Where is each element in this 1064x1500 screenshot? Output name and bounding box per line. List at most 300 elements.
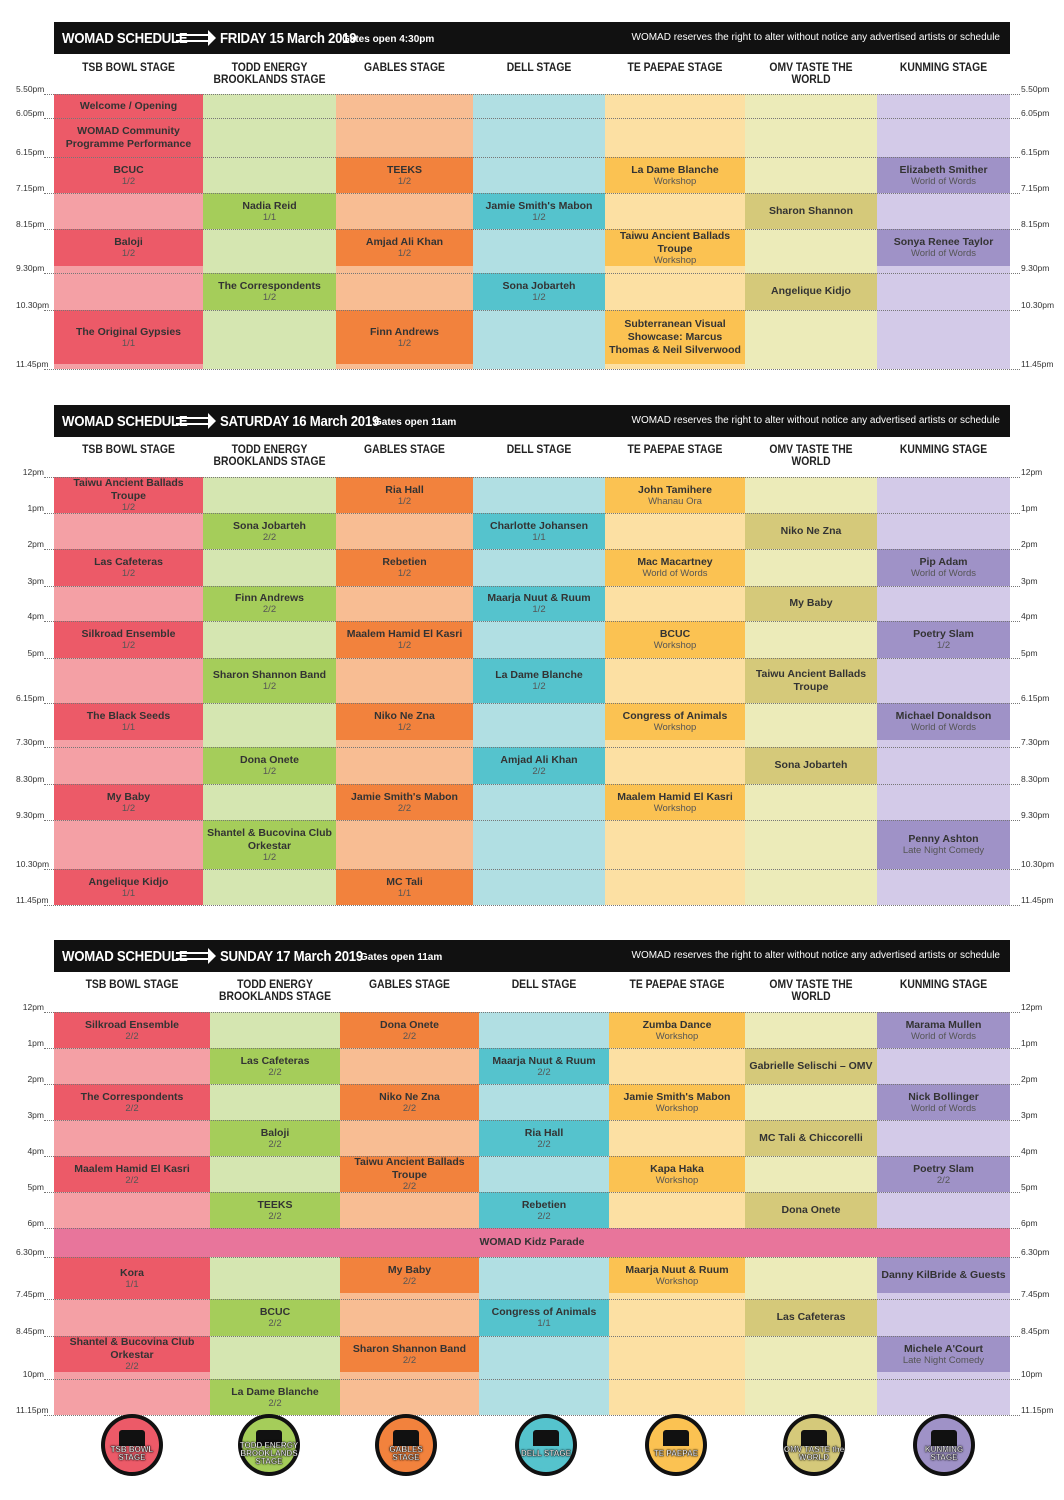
time-grid-line <box>44 621 1020 622</box>
time-label-right: 10.30pm <box>1021 300 1055 310</box>
event-detail: 1/1 <box>532 531 546 543</box>
event-block <box>605 310 745 364</box>
event-name: Maarja Nuut & Ruum <box>625 1263 729 1276</box>
time-label-left: 6.15pm <box>16 147 45 157</box>
event-block <box>473 658 605 703</box>
event-detail: 1/2 <box>121 502 136 513</box>
event-name: Sonya Renee Taylor <box>893 236 994 248</box>
event-name: Nadia Reid <box>242 199 297 212</box>
event-detail: 1/2 <box>397 640 412 651</box>
event-name: Rebetien <box>521 1198 567 1211</box>
stage-column-background <box>473 94 605 369</box>
time-grid-line <box>44 658 1020 659</box>
schedule-header-bar <box>54 405 1010 437</box>
event-name: BCUC <box>113 163 144 176</box>
event-detail: 2/2 <box>402 1102 417 1114</box>
kidz-parade-banner <box>54 1228 1010 1257</box>
event-name: BCUC <box>659 628 691 640</box>
time-grid-line <box>44 1379 1020 1380</box>
event-detail: 2/2 <box>537 1210 551 1222</box>
event-block <box>340 1012 479 1048</box>
stage-silhouette-icon <box>533 1430 559 1446</box>
schedule-day-title: SATURDAY 16 March 2019 <box>220 413 380 430</box>
event-block <box>54 94 203 118</box>
arrow-icon <box>176 952 208 960</box>
time-grid-line <box>44 1156 1020 1157</box>
omv-taste-the-world-logo-icon <box>783 1414 845 1476</box>
time-label-right: 11.45pm <box>1021 359 1054 369</box>
event-block <box>605 621 745 658</box>
event-name: Sona Jobarteh <box>233 519 306 532</box>
event-name: Taiwu Ancient Ballads Troupe <box>755 667 867 693</box>
event-detail: 1/2 <box>936 640 951 651</box>
event-block <box>336 229 473 266</box>
stage-header: KUNMING STAGE <box>899 444 988 456</box>
event-detail: World of Words <box>642 568 708 579</box>
event-name: Taiwu Ancient Ballads Troupe <box>619 229 731 255</box>
event-name: Dona Onete <box>781 1203 841 1216</box>
event-block <box>745 1192 877 1228</box>
event-name: MC Tali & Chiccorelli <box>759 1131 863 1144</box>
event-block <box>336 549 473 586</box>
event-detail: 2/2 <box>537 1138 551 1150</box>
stage-header: DELL STAGE <box>506 62 572 74</box>
event-detail: World of Words <box>910 1102 977 1114</box>
event-name: MC Tali <box>386 875 423 888</box>
event-block <box>745 1048 877 1084</box>
stage-silhouette-icon <box>801 1430 827 1446</box>
event-block <box>605 784 745 820</box>
event-detail: 1/2 <box>532 211 546 223</box>
event-name: Taiwu Ancient Ballads Troupe <box>73 477 184 502</box>
stage-header: KUNMING STAGE <box>899 979 988 991</box>
event-block <box>473 193 605 229</box>
event-name: Niko Ne Zna <box>374 710 435 722</box>
stage-header: OMV TASTE THE WORLD <box>769 444 853 468</box>
schedule-brand-title: WOMAD SCHEDULE <box>62 413 188 430</box>
event-block <box>745 513 877 549</box>
event-block <box>877 549 1010 586</box>
time-grid-line <box>44 820 1020 821</box>
time-label-left: 1pm <box>27 1038 44 1048</box>
event-block <box>54 1257 210 1299</box>
time-label-right: 8.15pm <box>1021 219 1050 229</box>
event-block <box>877 820 1010 869</box>
logo-label: TSB BOWL STAGE <box>110 1445 154 1462</box>
event-block <box>203 193 336 229</box>
event-block <box>54 621 203 658</box>
stage-silhouette-icon <box>393 1430 419 1446</box>
time-label-right: 2pm <box>1021 539 1038 549</box>
time-grid-line <box>44 747 1020 748</box>
time-grid-line <box>44 586 1020 587</box>
time-grid-line <box>44 273 1020 274</box>
event-detail: Workshop <box>653 640 697 651</box>
event-name: John Tamihere <box>638 483 712 496</box>
event-block <box>605 703 745 740</box>
event-block <box>745 1299 877 1336</box>
event-detail: Workshop <box>655 1102 699 1114</box>
event-name: Jamie Smith's Mabon <box>351 790 458 803</box>
event-block <box>336 621 473 658</box>
event-block <box>479 1048 609 1084</box>
event-block <box>203 586 336 621</box>
event-name: Zumba Dance <box>642 1018 712 1031</box>
time-label-left: 6.05pm <box>16 108 45 118</box>
event-name: Nick Bollinger <box>908 1090 979 1103</box>
stage-header: TODD ENERGY BROOKLANDS STAGE <box>213 444 326 468</box>
event-block <box>877 157 1010 193</box>
time-label-right: 6pm <box>1021 1218 1038 1228</box>
event-name: Congress of Animals <box>491 1306 597 1318</box>
time-label-right: 7.30pm <box>1021 737 1050 747</box>
event-block <box>340 1336 479 1372</box>
event-name: Kora <box>120 1266 144 1279</box>
event-detail: 1/2 <box>532 681 546 692</box>
event-name: Baloji <box>114 236 143 248</box>
stage-column-background <box>745 94 877 369</box>
time-label-left: 5pm <box>27 1182 44 1192</box>
schedule-day-title: SUNDAY 17 March 2019 <box>220 948 363 965</box>
time-grid-line <box>44 1336 1020 1337</box>
time-label-left: 7.30pm <box>16 737 45 747</box>
time-label-left: 6.15pm <box>16 693 45 703</box>
time-grid-line <box>44 1415 1020 1416</box>
event-detail: 2/2 <box>402 1354 417 1366</box>
event-name: Sharon Shannon Band <box>212 669 327 681</box>
event-name: The Correspondents <box>80 1090 184 1103</box>
event-block <box>210 1379 340 1415</box>
time-label-left: 4pm <box>27 611 44 621</box>
event-name: Subterranean Visual Showcase: Marcus Thomas & Neil Silverwood <box>609 317 741 356</box>
event-name: Amjad Ali Khan <box>365 236 444 248</box>
schedule-disclaimer: WOMAD reserves the right to alter without notice any advertised artists or schedule <box>631 415 1000 426</box>
event-name: Rebetien <box>382 556 427 568</box>
time-label-right: 5pm <box>1021 1182 1038 1192</box>
time-grid-line <box>44 1228 1020 1229</box>
time-label-right: 10pm <box>1021 1369 1043 1379</box>
event-block <box>745 747 877 784</box>
schedule-disclaimer: WOMAD reserves the right to alter without notice any advertised artists or schedule <box>631 950 1000 961</box>
event-name: Jamie Smith's Mabon <box>485 199 593 212</box>
time-label-left: 2pm <box>27 1074 44 1084</box>
time-grid-line <box>44 905 1020 906</box>
event-detail: 1/2 <box>121 248 136 259</box>
event-detail: 1/1 <box>125 1278 139 1290</box>
event-name: The Black Seeds <box>86 710 171 722</box>
time-label-right: 12pm <box>1021 1002 1043 1012</box>
event-block <box>877 229 1010 266</box>
event-block <box>54 310 203 364</box>
event-name: Sona Jobarteh <box>774 759 848 771</box>
event-name: Ria Hall <box>524 1126 564 1139</box>
event-detail: 1/2 <box>397 248 412 259</box>
time-grid-line <box>44 1299 1020 1300</box>
event-detail: 2/2 <box>268 1210 282 1222</box>
event-block <box>203 747 336 784</box>
event-name: My Baby <box>387 1263 432 1276</box>
event-block <box>336 784 473 820</box>
time-label-right: 10.30pm <box>1021 859 1055 869</box>
event-name: My Baby <box>789 597 833 609</box>
stage-header: GABLES STAGE <box>364 62 445 74</box>
event-block <box>203 273 336 310</box>
time-label-right: 4pm <box>1021 611 1038 621</box>
time-grid-line <box>44 1012 1020 1013</box>
event-detail: 1/2 <box>121 802 136 814</box>
brooklands-stage-logo-icon <box>238 1414 300 1476</box>
event-detail: 2/2 <box>268 1138 282 1150</box>
event-block <box>605 477 745 513</box>
event-block <box>609 1156 745 1192</box>
event-detail: 2/2 <box>268 1318 282 1329</box>
event-block <box>54 703 203 740</box>
schedule-brand-title: WOMAD SCHEDULE <box>62 30 188 47</box>
time-label-left: 9.30pm <box>16 810 45 820</box>
event-detail: 1/2 <box>262 766 277 777</box>
time-label-left: 5pm <box>27 648 44 658</box>
time-grid-line <box>44 1192 1020 1193</box>
event-name: Angelique Kidjo <box>88 875 169 888</box>
event-block <box>210 1299 340 1336</box>
event-detail: 1/2 <box>397 337 412 349</box>
time-label-right: 6.30pm <box>1021 1247 1050 1257</box>
schedule-brand-title: WOMAD SCHEDULE <box>62 948 188 965</box>
time-label-right: 6.15pm <box>1021 693 1050 703</box>
event-name: Poetry Slam <box>913 1162 974 1175</box>
event-block <box>54 1156 210 1192</box>
event-block <box>54 477 203 513</box>
time-label-left: 10.30pm <box>16 300 50 310</box>
time-grid-line <box>44 1084 1020 1085</box>
event-detail: Workshop <box>653 175 697 187</box>
time-grid-line <box>44 94 1020 95</box>
event-block <box>605 229 745 266</box>
event-detail: World of Words <box>910 722 977 733</box>
event-detail: Workshop <box>653 722 697 733</box>
time-label-right: 6.05pm <box>1021 108 1050 118</box>
event-name: Gabrielle Selischi – OMV <box>749 1059 873 1072</box>
time-grid-line <box>44 1120 1020 1121</box>
event-name: Las Cafeteras <box>240 1054 310 1067</box>
time-label-right: 7.15pm <box>1021 183 1050 193</box>
stage-column-background <box>54 477 203 905</box>
event-name: My Baby <box>106 790 151 803</box>
event-detail: Whanau Ora <box>648 495 702 507</box>
event-name: Niko Ne Zna <box>780 524 842 537</box>
event-block <box>745 193 877 229</box>
event-name: Maalem Hamid El Kasri <box>74 1162 190 1175</box>
time-label-right: 6.15pm <box>1021 147 1050 157</box>
stage-header: GABLES STAGE <box>364 444 445 456</box>
schedule-day-title: FRIDAY 15 March 2019 <box>220 30 357 47</box>
event-name: Dona Onete <box>240 754 299 766</box>
event-name: TEEKS <box>257 1198 293 1211</box>
event-name: Marama Mullen <box>905 1018 982 1031</box>
event-block <box>54 1336 210 1372</box>
stage-header: TODD ENERGY BROOKLANDS STAGE <box>213 62 326 86</box>
stage-header: DELL STAGE <box>511 979 577 991</box>
event-detail: 1/2 <box>397 175 412 187</box>
event-block <box>473 747 605 784</box>
event-detail: 2/2 <box>262 531 277 543</box>
time-label-right: 11.15pm <box>1021 1405 1054 1415</box>
event-block <box>210 1048 340 1084</box>
stage-header: TSB BOWL STAGE <box>82 62 175 74</box>
time-grid-line <box>44 477 1020 478</box>
stage-header: OMV TASTE THE WORLD <box>769 62 853 86</box>
time-label-left: 4pm <box>27 1146 44 1156</box>
logo-label: GABLES STAGE <box>389 1445 423 1462</box>
event-block <box>203 513 336 549</box>
stage-header: TSB BOWL STAGE <box>82 444 175 456</box>
time-grid-line <box>44 549 1020 550</box>
event-detail: 1/1 <box>121 337 136 349</box>
schedule-header-bar <box>54 22 1010 54</box>
event-name: BCUC <box>259 1306 291 1318</box>
time-grid-line <box>44 193 1020 194</box>
event-block <box>210 1192 340 1228</box>
stage-header: TODD ENERGY BROOKLANDS STAGE <box>219 979 331 1003</box>
event-detail: 2/2 <box>532 766 546 777</box>
time-label-right: 1pm <box>1021 1038 1038 1048</box>
event-name: Penny Ashton <box>908 833 979 845</box>
event-detail: Late Night Comedy <box>902 845 985 856</box>
time-label-left: 10.30pm <box>16 859 50 869</box>
time-label-right: 7.45pm <box>1021 1289 1050 1299</box>
event-detail: 1/2 <box>121 175 136 187</box>
event-name: Shantel & Bucovina Club Orkestar <box>207 826 332 852</box>
event-name: Jamie Smith's Mabon <box>623 1090 731 1103</box>
event-block <box>54 1084 210 1120</box>
time-grid-line <box>44 1257 1020 1258</box>
event-name: Silkroad Ensemble <box>85 1018 179 1031</box>
gates-open-time: Gates open 11am <box>374 417 457 428</box>
te-paepae-logo-icon <box>645 1414 707 1476</box>
event-detail: 1/2 <box>262 681 277 692</box>
event-name: Shantel & Bucovina Club Orkestar <box>69 1336 195 1361</box>
event-block <box>54 549 203 586</box>
event-name: TEEKS <box>386 163 422 176</box>
time-label-left: 2pm <box>27 539 44 549</box>
event-name: Maarja Nuut & Ruum <box>492 1054 596 1067</box>
stage-column-background <box>609 1012 745 1415</box>
event-detail: 1/2 <box>262 292 277 303</box>
event-name: Poetry Slam <box>913 628 974 640</box>
time-grid-line <box>44 513 1020 514</box>
arrow-icon <box>176 417 208 425</box>
time-label-left: 8.45pm <box>16 1326 45 1336</box>
stage-column-background <box>203 94 336 369</box>
time-label-left: 6.30pm <box>16 1247 45 1257</box>
time-grid-line <box>44 703 1020 704</box>
event-name: Michael Donaldson <box>895 710 992 722</box>
time-label-left: 6pm <box>27 1218 44 1228</box>
time-label-left: 7.45pm <box>16 1289 45 1299</box>
event-block <box>54 1012 210 1048</box>
event-detail: 1/2 <box>397 722 412 733</box>
event-name: Ria Hall <box>385 483 424 496</box>
event-block <box>605 549 745 586</box>
logo-label: DELL STAGE <box>521 1449 571 1458</box>
time-label-left: 12pm <box>22 467 44 477</box>
event-name: Finn Andrews <box>234 592 305 604</box>
time-label-right: 8.45pm <box>1021 1326 1050 1336</box>
event-block <box>479 1299 609 1336</box>
event-block <box>54 157 203 193</box>
event-name: Maalem Hamid El Kasri <box>617 790 733 803</box>
event-detail: World of Words <box>910 248 977 259</box>
event-detail: World of Words <box>910 568 977 579</box>
event-name: Sharon Shannon <box>769 204 853 217</box>
gates-open-time: Gates open 4:30pm <box>342 34 435 45</box>
event-detail: Late Night Comedy <box>902 1354 985 1366</box>
event-detail: Workshop <box>655 1174 699 1186</box>
event-block <box>473 586 605 621</box>
event-detail: 1/2 <box>121 568 136 579</box>
event-name: Silkroad Ensemble <box>81 628 176 640</box>
time-grid-line <box>44 369 1020 370</box>
event-name: Charlotte Johansen <box>489 519 589 532</box>
time-label-left: 3pm <box>27 576 44 586</box>
event-name: Baloji <box>260 1126 290 1139</box>
time-label-right: 3pm <box>1021 576 1038 586</box>
event-detail: 2/2 <box>402 1181 417 1192</box>
event-block <box>54 229 203 266</box>
time-label-right: 5pm <box>1021 648 1038 658</box>
time-label-right: 1pm <box>1021 503 1038 513</box>
event-detail: Workshop <box>653 802 697 814</box>
time-label-left: 8.30pm <box>16 774 45 784</box>
event-block <box>336 157 473 193</box>
event-block <box>877 1156 1010 1192</box>
time-grid-line <box>44 784 1020 785</box>
event-detail: Workshop <box>653 254 697 266</box>
event-name: Mac Macartney <box>637 556 713 568</box>
event-detail: 2/2 <box>125 1030 139 1042</box>
event-name: La Dame Blanche <box>631 163 719 176</box>
stage-header: TE PAEPAE STAGE <box>629 979 725 991</box>
event-name: Maalem Hamid El Kasri <box>346 628 463 640</box>
event-detail: 2/2 <box>268 1066 282 1078</box>
time-label-right: 11.45pm <box>1021 895 1054 905</box>
event-detail: 1/2 <box>397 495 412 507</box>
event-block <box>336 477 473 513</box>
stage-header: DELL STAGE <box>506 444 572 456</box>
event-name: La Dame Blanche <box>231 1385 319 1398</box>
event-detail: 2/2 <box>125 1174 139 1186</box>
event-block <box>877 703 1010 740</box>
time-label-right: 4pm <box>1021 1146 1038 1156</box>
event-name: Sharon Shannon Band <box>352 1342 467 1355</box>
time-grid-line <box>44 118 1020 119</box>
logo-label: OMV TASTE the WORLD <box>783 1445 845 1462</box>
stage-header: OMV TASTE THE WORLD <box>769 979 853 1003</box>
time-label-right: 8.30pm <box>1021 774 1050 784</box>
time-label-left: 11.45pm <box>16 895 49 905</box>
event-block <box>745 1120 877 1156</box>
event-block <box>479 1120 609 1156</box>
event-name: Sona Jobarteh <box>502 280 576 292</box>
event-block <box>745 273 877 310</box>
event-block <box>340 1257 479 1293</box>
stage-column-background <box>336 477 473 905</box>
dell-stage-logo-icon <box>515 1414 577 1476</box>
time-label-right: 9.30pm <box>1021 263 1050 273</box>
time-grid-line <box>44 1048 1020 1049</box>
event-block <box>609 1012 745 1048</box>
event-name: Kapa Haka <box>650 1162 704 1175</box>
